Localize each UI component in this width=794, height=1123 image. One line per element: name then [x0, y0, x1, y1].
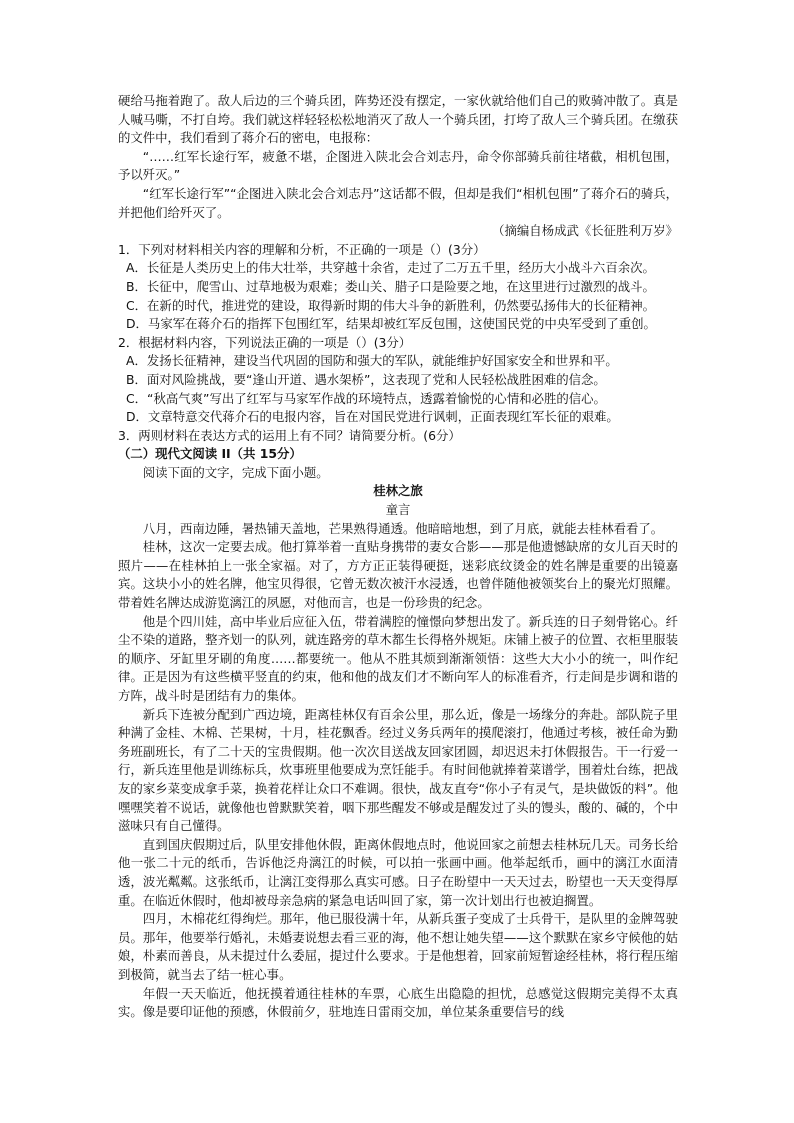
article-paragraph-2: 桂林，这次一定要去成。他打算举着一直贴身携带的妻女合影——那是他遗憾缺席的女儿百天时的照片——在桂林拍上一张全家福。对了，方方正正装得硬挺，迷彩底纹烫金的姓名牌是重要的出镜嘉宾。这块小小的姓名牌，他宝贝得很，它曾无数次被汗水浸透，也曾伴随他被领奖台上的聚光灯照耀。带着姓名牌达成游览漓江的夙愿，对他而言，也是一份珍贵的纪念。 [118, 539, 678, 611]
article-paragraph-4: 新兵下连被分配到广西边境，距离桂林仅有百余公里，那么近，像是一场缘分的奔赴。部队院子里种满了金桂、木棉、芒果树，十月，桂花飘香。经过义务兵两年的摸爬滚打，他通过考核，被任命为勤务班副班长，有了二十天的宝贵假期。他一次次目送战友回家团圆，却迟迟未打休假报告。干一行爱一行，新兵连里他是训练标兵，炊事班里他要成为烹饪能手。有时间他就捧着菜谱学，围着灶台练，把战友的家乡菜变成拿手菜，换着花样让众口不难调。很快，战友直夸“你小子有灵气，是块做饭的料”。他嘿嘿笑着不说话，就像他也曾默默笑着，咽下那些醒发不够或是醒发过了头的馒头，酸的、碱的，个中滋味只有自己懂得。 [118, 706, 678, 834]
question-2-option-c: C．“秋高气爽”写出了红军与马家军作战的环境特点，透露着愉悦的心情和必胜的信心。 [126, 390, 606, 406]
question-2-option-d: D．文章特意交代蒋介石的电报内容，旨在对国民党进行讽刺，正面表现红军长征的艰难。 [126, 409, 619, 425]
question-2: 2．根据材料内容，下列说法正确的一项是（）(3分） [118, 334, 412, 350]
question-2-option-a: A．发扬长征精神，建设当代巩固的国防和强大的军队，就能维护好国家安全和世界和平。 [126, 353, 618, 369]
question-1-option-a: A．长征是人类历史上的伟大壮举，共穿越十余省，走过了二万五千里，经历大小战斗六百余次。 [126, 260, 655, 276]
paragraph-1: 硬给马拖着跑了。敌人后边的三个骑兵团，阵势还没有摆定，一家伙就给他们自己的败骑冲散了。真是人喊马嘶，不打自垮。我们就这样轻轻松松地消灭了敌人一个骑兵团，打垮了敌人三个骑兵团。在缴获的文件中，我们看到了蒋介石的密电，电报称： [118, 93, 678, 146]
question-3: 3．两则材料在表达方式的运用上有不同？请简要分析。(6分） [118, 427, 461, 443]
question-1-option-d: D．马家军在蒋介石的指挥下包围红军，结果却被红军反包围，这使国民党的中央军受到了重创。 [126, 316, 656, 332]
paragraph-telegram: “……红军长途行军，疲惫不堪，企图进入陕北会合刘志丹，命令你部骑兵前往堵截，相机包围，予以歼灭。” [118, 148, 678, 183]
question-1-option-c: C．在新的时代，推进党的建设，取得新时期的伟大斗争的新胜利，仍然要弘扬伟大的长征精神。 [126, 297, 656, 313]
article-paragraph-5: 直到国庆假期过后，队里安排他休假，距离休假地点时，他说回家之前想去桂林玩几天。司务长给他一张二十元的纸币，告诉他泛舟漓江的时候，可以拍一张画中画。他举起纸币，画中的漓江水面清透，波光粼粼。这张纸币，让漓江变得那么真实可感。日子在盼望中一天天过去，盼望也一天天变得厚重。在临近休假时，他却被母亲急病的紧急电话叫回了家，第一次计划出行也被迫搁置。 [118, 836, 678, 908]
instruction: 阅读下面的文字，完成下面小题。 [142, 464, 329, 480]
article-paragraph-1: 八月，西南边陲，暑热铺天盖地，芒果熟得通透。他暗暗地想，到了月底，就能去桂林看看了。 [142, 520, 664, 536]
article-title: 桂林之旅 [373, 483, 423, 499]
question-2-option-b: B．面对风险挑战，要“逢山开道、遇水架桥”，这表现了党和人民轻松战胜困难的信念。 [126, 371, 606, 387]
paragraph-3: “红军长途行军”“企图进入陕北会合刘志丹”这话都不假，但却是我们“相机包围”了蒋介石的骑兵，并把他们给歼灭了。 [118, 185, 678, 220]
section-heading: （二）现代文阅读 II（共 15分） [118, 446, 302, 462]
article-paragraph-7: 年假一天天临近，他抚摸着通往桂林的车票，心底生出隐隐的担忧，总感觉这假期完美得不太真实。像是要印证他的预感，休假前夕，驻地连日雷雨交加，单位某条重要信号的线 [118, 985, 678, 1020]
article-author: 童言 [385, 502, 411, 518]
article-paragraph-6: 四月，木棉花红得绚烂。那年，他已服役满十年，从新兵蛋子变成了士兵骨干，是队里的金牌驾驶员。那年，他要举行婚礼，未婚妻说想去看三亚的海，他不想让她失望——这个默默在家乡守候他的姑娘，朴素而善良，从未提过什么委屈，提过什么要求。于是他想着，回家前短暂途经桂林，将行程压缩到极简，就当去了结一桩心事。 [118, 911, 678, 982]
question-1: 1．下列对材料相关内容的理解和分析，不正确的一项是（）(3分） [118, 241, 486, 257]
document-page [118, 92, 678, 1022]
question-1-option-b: B．长征中，爬雪山、过草地极为艰难；娄山关、腊子口是险要之地，在这里进行过激烈的战斗。 [126, 278, 655, 294]
source-citation: （摘编自杨成武《长征胜利万岁》 [492, 223, 678, 239]
article-paragraph-3: 他是个四川娃，高中毕业后应征入伍，带着满腔的憧憬向梦想出发了。新兵连的日子刻骨铭心。纤尘不染的道路，整齐划一的队列，就连路旁的草木都生长得格外规矩。床铺上被子的位置、衣柜里服装的顺序、牙缸里牙刷的角度……都要统一。他从不胜其烦到渐渐领悟：这些大大小小的统一，叫作纪律。正是因为有这些横平竖直的约束，他和他的战友们才不断向军人的标准看齐，行走间是步调和谐的方阵，战斗时是团结有力的集体。 [118, 613, 678, 703]
